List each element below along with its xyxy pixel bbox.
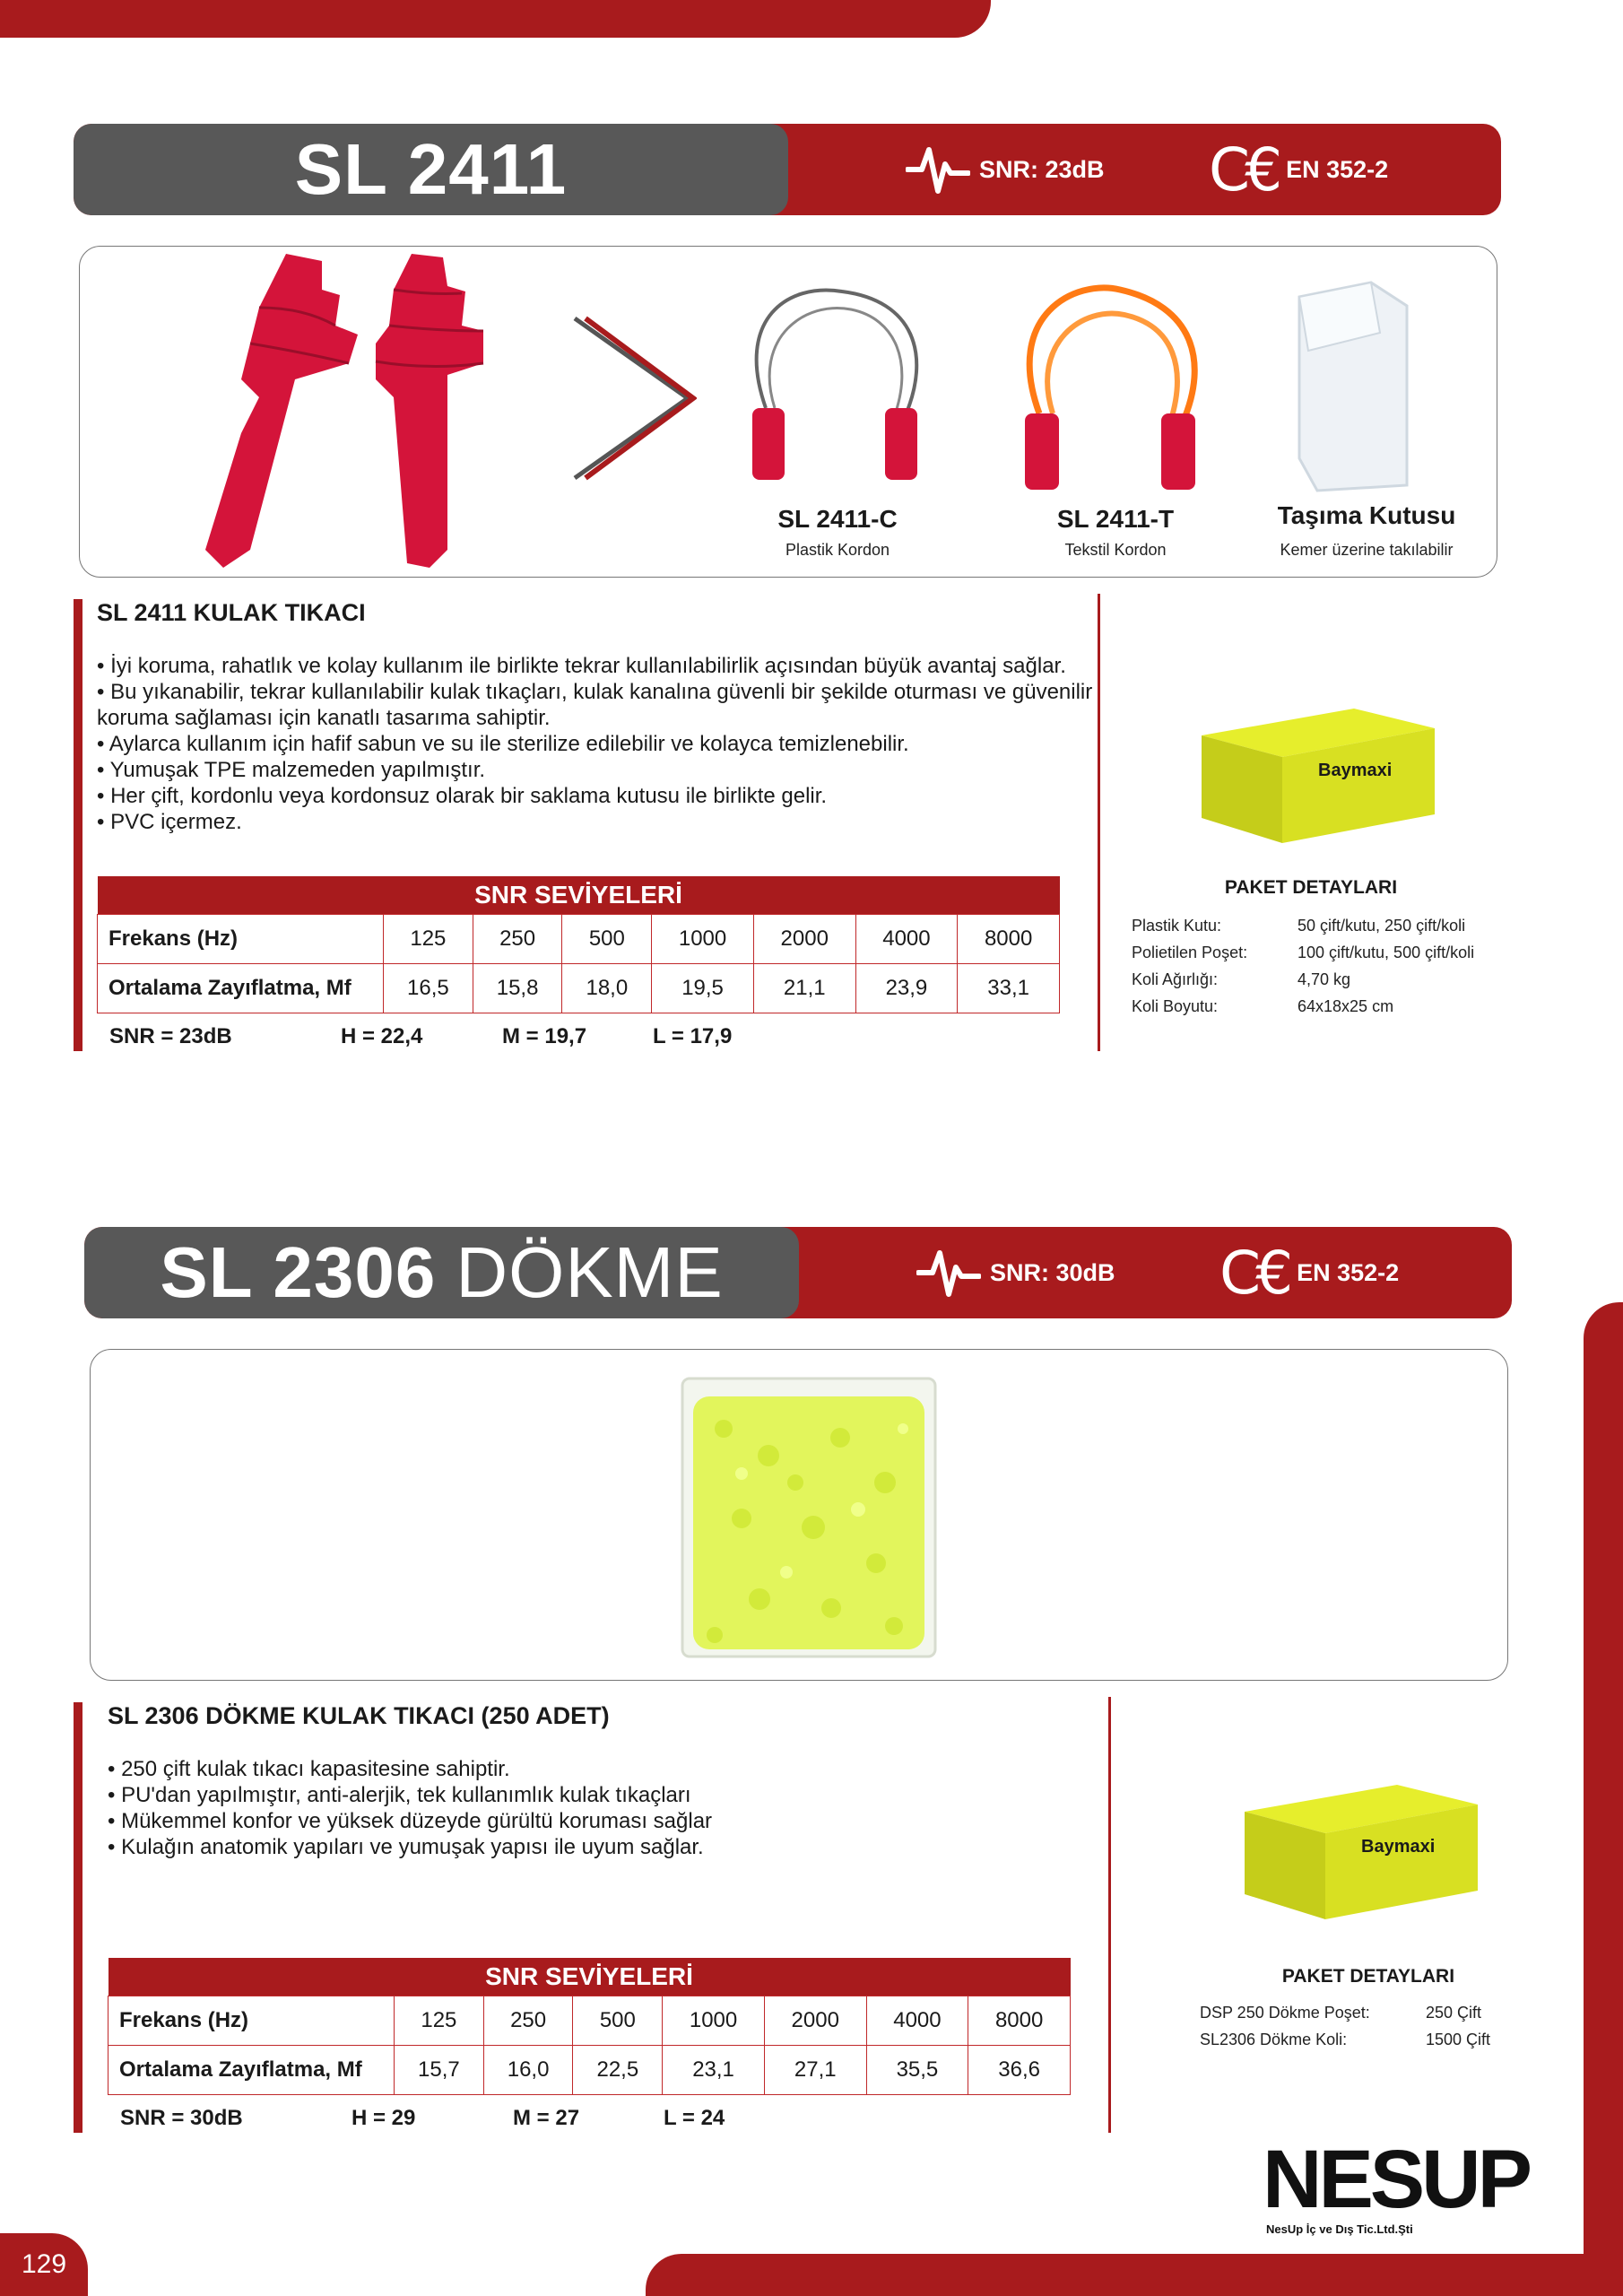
product1-package-title: PAKET DETAYLARI [1224, 877, 1398, 898]
freq-cell: 4000 [855, 915, 958, 964]
product2-ce-badge [1219, 1227, 1399, 1318]
att-cell: 15,7 [395, 2046, 484, 2095]
att-label: Ortalama Zayıflatma, Mf [98, 964, 384, 1013]
freq-cell: 2000 [764, 1996, 866, 2046]
freq-cell: 250 [483, 1996, 573, 2046]
att-cell: 33,1 [958, 964, 1060, 1013]
variant3-subtitle: Kemer üzerine takılabilir [1280, 541, 1454, 559]
freq-cell: 125 [395, 1996, 484, 2046]
package-value: 4,70 kg [1298, 970, 1351, 988]
product2-snr-text: SNR: 30dB [990, 1258, 1115, 1286]
att-cell: 18,0 [562, 964, 652, 1013]
corded-earplug-textile-image [1003, 279, 1219, 503]
pulse-icon [906, 143, 970, 196]
ce-mark-icon: C€ [1219, 1238, 1289, 1308]
package-value: 100 çift/kutu, 500 çift/koli [1298, 944, 1475, 961]
package-value: 64x18x25 cm [1298, 997, 1394, 1015]
package-key: Polietilen Poşet: [1132, 944, 1248, 961]
att-cell: 23,1 [663, 2046, 765, 2095]
box-brand-text: Baymaxi [1318, 761, 1393, 780]
bullet: • Her çift, kordonlu veya kordonsuz olarak bir saklama kutusu ile birlikte gelir. [97, 784, 828, 808]
product2-heading: SL 2306 DÖKME KULAK TIKACI (250 ADET) [108, 1702, 610, 1729]
top-banner [0, 0, 991, 38]
variant1-subtitle: Plastik Kordon [785, 541, 890, 559]
variant2-subtitle: Tekstil Kordon [1064, 541, 1167, 559]
product2-bullets [108, 1756, 1094, 1860]
att-cell: 21,1 [753, 964, 855, 1013]
summary-m: M = 19,7 [502, 1024, 587, 1048]
bullet: • PVC içermez. [97, 810, 242, 834]
freq-cell: 4000 [866, 1996, 968, 2046]
bullet: • Kulağın anatomik yapıları ve yumuşak yapısı ile uyum sağlar. [108, 1835, 704, 1859]
freq-cell: 1000 [663, 1996, 765, 2046]
att-label: Ortalama Zayıflatma, Mf [108, 2046, 395, 2095]
bullet: • Bu yıkanabilir, tekrar kullanılabilir kulak tıkaçları, kulak kanalına güvenli bir şekilde oturması ve güvenilir koruma sağlaması için kanatlı tasarıma sahiptir. [97, 680, 1093, 730]
freq-cell: 8000 [958, 915, 1060, 964]
chevron-right-icon [571, 313, 697, 483]
bottom-banner [646, 2254, 1623, 2296]
summary-snr: SNR = 23dB [109, 1024, 232, 1048]
product2-image-frame [90, 1349, 1508, 1681]
box-brand-text: Baymaxi [1361, 1837, 1436, 1857]
product2-snr-badge [916, 1227, 1115, 1318]
product2-model: SL 2306 [160, 1232, 437, 1312]
bullet: • PU'dan yapılmıştır, anti-alerjik, tek kullanımlık kulak tıkaçları [108, 1783, 691, 1807]
freq-cell: 500 [573, 1996, 663, 2046]
package-box-image [1202, 709, 1435, 843]
product2-summary [120, 2106, 725, 2131]
product2-snr-table [108, 1958, 1071, 2095]
summary-h: H = 22,4 [341, 1024, 423, 1048]
product1-summary [109, 1024, 732, 1049]
product1-snr-text: SNR: 23dB [979, 155, 1105, 183]
table-row [98, 964, 1060, 1013]
earplug-pair-image [187, 254, 510, 568]
package-value: 250 Çift [1426, 2004, 1482, 2022]
corded-earplug-plastic-image [734, 283, 941, 498]
product1-heading: SL 2411 KULAK TIKACI [97, 599, 366, 626]
product1-model: SL 2411 [294, 129, 568, 209]
att-cell: 16,0 [483, 2046, 573, 2095]
product1-bullets [97, 653, 1128, 835]
package-key: DSP 250 Dökme Poşet: [1200, 2004, 1370, 2022]
product2-standard: EN 352-2 [1297, 1258, 1400, 1286]
bulk-earplug-bag-image [679, 1375, 939, 1660]
att-cell: 27,1 [764, 2046, 866, 2095]
package-key: Koli Ağırlığı: [1132, 970, 1219, 988]
summary-h: H = 29 [352, 2106, 416, 2130]
table-title: SNR SEVİYELERİ [108, 1958, 1071, 1996]
summary-l: L = 24 [664, 2106, 725, 2130]
freq-cell: 250 [473, 915, 562, 964]
att-cell: 22,5 [573, 2046, 663, 2095]
ce-mark-icon: C€ [1209, 135, 1278, 204]
product1-snr-badge [906, 124, 1105, 215]
att-cell: 19,5 [652, 964, 754, 1013]
product1-divider [1098, 594, 1100, 1051]
freq-cell: 1000 [652, 915, 754, 964]
package-box-image [1245, 1785, 1478, 1919]
package-value: 50 çift/kutu, 250 çift/koli [1298, 917, 1466, 935]
package-key: Plastik Kutu: [1132, 917, 1222, 935]
page-number-badge [0, 2233, 88, 2296]
freq-cell: 2000 [753, 915, 855, 964]
bullet: • Aylarca kullanım için hafif sabun ve su ile sterilize edilebilir ve kolayca temizlenebilir. [97, 732, 909, 756]
package-key: Koli Boyutu: [1132, 997, 1219, 1015]
product2-header [84, 1227, 1512, 1318]
product2-package-title: PAKET DETAYLARI [1281, 1966, 1455, 1987]
att-cell: 35,5 [866, 2046, 968, 2095]
product2-divider [1108, 1697, 1111, 2133]
logo-wordmark: NESUP [1263, 2134, 1529, 2225]
freq-cell: 125 [384, 915, 473, 964]
product1-ce-badge [1209, 124, 1388, 215]
summary-snr: SNR = 30dB [120, 2106, 243, 2130]
pulse-icon [916, 1246, 981, 1300]
att-cell: 16,5 [384, 964, 473, 1013]
product1-standard: EN 352-2 [1286, 155, 1389, 183]
bullet: • 250 çift kulak tıkacı kapasitesine sahiptir. [108, 1757, 510, 1781]
nesup-logo [1263, 2136, 1532, 2235]
logo-tagline: NesUp İç ve Dış Tic.Ltd.Şti [1266, 2222, 1413, 2236]
product1-header [74, 124, 1501, 215]
product1-snr-table [97, 876, 1060, 1013]
freq-label: Frekans (Hz) [98, 915, 384, 964]
table-title: SNR SEVİYELERİ [98, 876, 1060, 915]
package-value: 1500 Çift [1426, 2031, 1491, 2048]
product2-model-suffix: DÖKME [456, 1232, 724, 1312]
package-key: SL2306 Dökme Koli: [1200, 2031, 1348, 2048]
variant3-title: Taşıma Kutusu [1277, 501, 1456, 529]
table-row [108, 1996, 1071, 2046]
product2-model-block [84, 1227, 799, 1318]
variant1-title: SL 2411-C [777, 505, 898, 533]
freq-cell: 8000 [968, 1996, 1071, 2046]
product1-image-frame [79, 246, 1497, 578]
summary-l: L = 17,9 [653, 1024, 733, 1048]
freq-cell: 500 [562, 915, 652, 964]
bullet: • Yumuşak TPE malzemeden yapılmıştır. [97, 758, 486, 782]
variant2-title: SL 2411-T [1056, 505, 1175, 533]
bullet: • İyi koruma, rahatlık ve kolay kullanım ile birlikte tekrar kullanılabilirlik açısından büyük avantaj sağlar. [97, 654, 1066, 678]
att-cell: 23,9 [855, 964, 958, 1013]
right-side-bar [1584, 1302, 1623, 2296]
table-row [98, 915, 1060, 964]
att-cell: 15,8 [473, 964, 562, 1013]
table-row [108, 2046, 1071, 2095]
bullet: • Mükemmel konfor ve yüksek düzeyde gürültü koruması sağlar [108, 1809, 713, 1833]
att-cell: 36,6 [968, 2046, 1071, 2095]
summary-m: M = 27 [513, 2106, 580, 2130]
product1-model-block [74, 124, 788, 215]
carry-case-image [1272, 279, 1425, 494]
freq-label: Frekans (Hz) [108, 1996, 395, 2046]
page-number: 129 [21, 2249, 67, 2279]
